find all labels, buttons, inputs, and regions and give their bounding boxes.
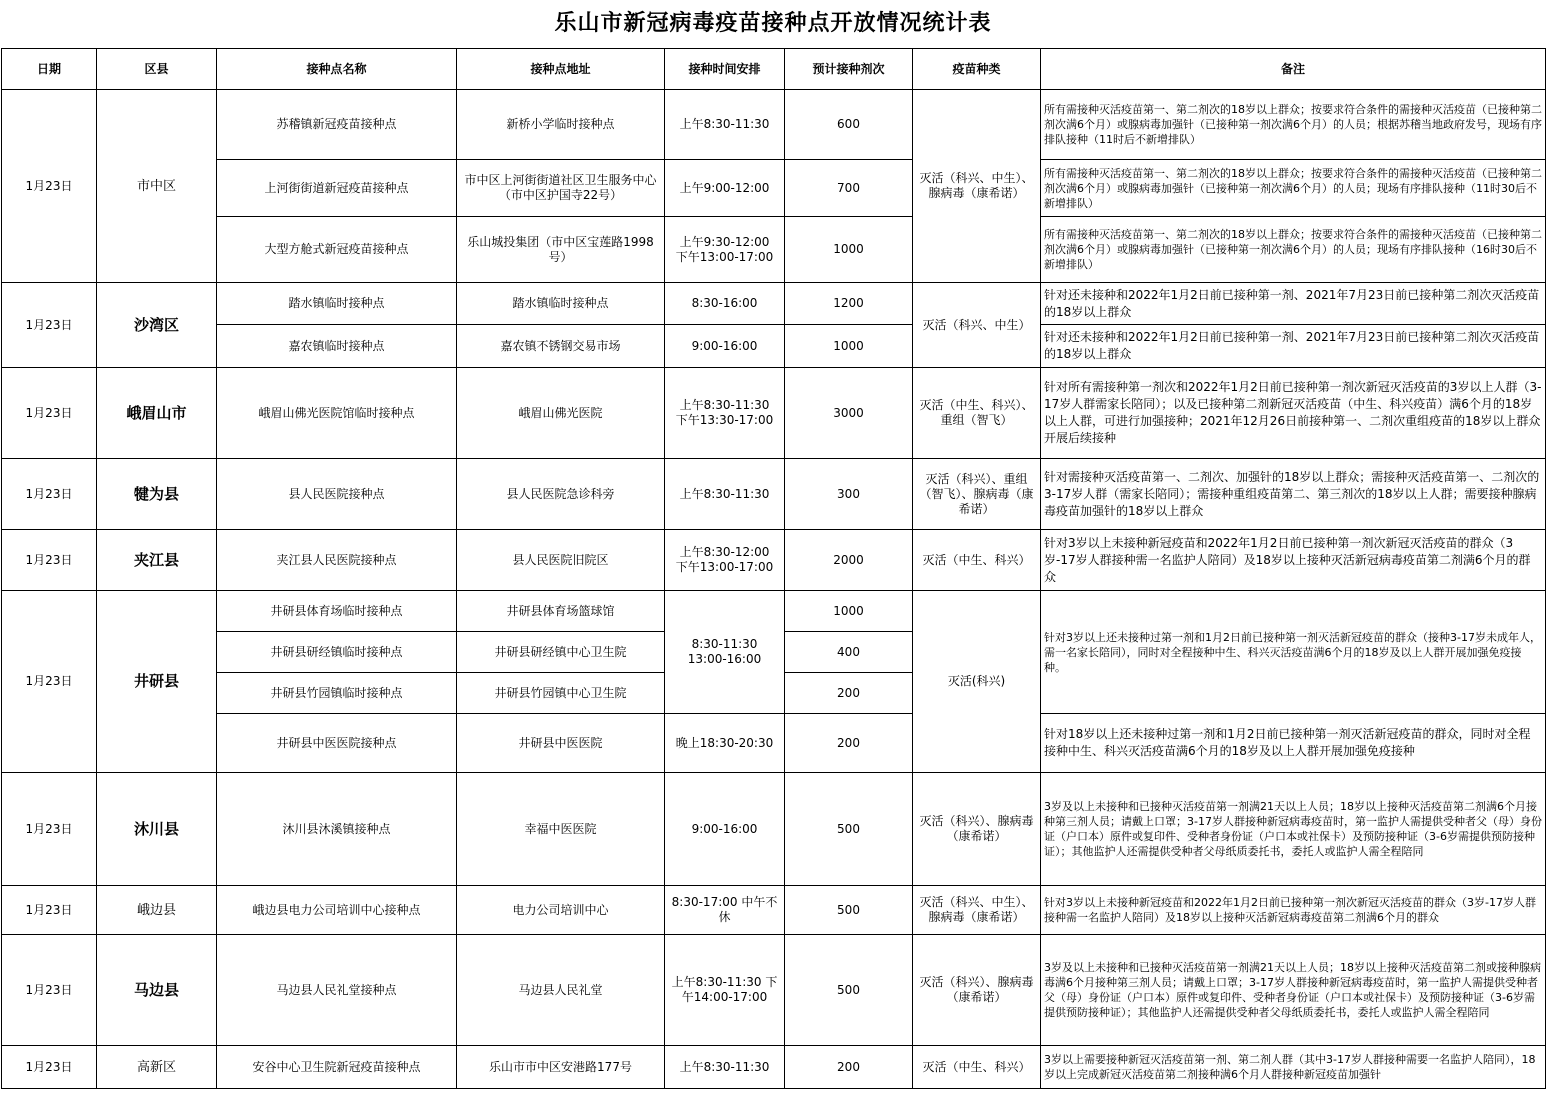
table-row xyxy=(2,773,1546,886)
doses-cell: 400 xyxy=(785,632,913,673)
doses-cell: 500 xyxy=(785,773,913,886)
header-site-address: 接种点地址 xyxy=(457,49,665,90)
site-name-cell: 井研县研经镇临时接种点 xyxy=(217,632,457,673)
district-cell: 高新区 xyxy=(97,1046,217,1089)
vaccine-type-cell: 灭活（中生、科兴） xyxy=(913,1046,1041,1089)
note-cell: 针对需接种灭活疫苗第一、二剂次、加强针的18岁以上群众；需接种灭活疫苗第一、二剂次的3-17岁人群（需家长陪同）；需接种重组疫苗第二、第三剂次的18岁以上人群；需要接种腺病毒疫苗加强针的18岁以上群众 xyxy=(1041,459,1546,530)
vaccine-type-cell: 灭活（中生、科兴） xyxy=(913,530,1041,591)
date-cell: 1月23日 xyxy=(2,773,97,886)
doses-cell: 700 xyxy=(785,160,913,217)
table-row xyxy=(2,1046,1546,1089)
schedule-cell: 上午8:30-11:30 xyxy=(665,459,785,530)
doses-cell: 2000 xyxy=(785,530,913,591)
site-address-cell: 市中区上河街街道社区卫生服务中心（市中区护国寺22号） xyxy=(457,160,665,217)
district-cell: 峨边县 xyxy=(97,886,217,935)
table-row xyxy=(2,459,1546,530)
doses-cell: 1000 xyxy=(785,325,913,368)
note-cell: 针对3岁以上未接种新冠疫苗和2022年1月2日前已接种第一剂次新冠灭活疫苗的群众（3岁-17岁人群接种需一名监护人陪同）及18岁以上接种灭活新冠病毒疫苗第二剂满6个月的群众 xyxy=(1041,530,1546,591)
table-row xyxy=(2,283,1546,325)
note-cell: 针对3岁以上还未接种过第一剂和1月2日前已接种第一剂灭活新冠疫苗的群众（接种3-17岁未成年人，需一名家长陪同），同时对全程接种中生、科兴灭活疫苗满6个月的18岁及以上人群开展加强免疫接种。 xyxy=(1041,591,1546,714)
doses-cell: 300 xyxy=(785,459,913,530)
schedule-cell: 8:30-16:00 xyxy=(665,283,785,325)
district-cell: 市中区 xyxy=(97,90,217,283)
district-cell: 峨眉山市 xyxy=(97,368,217,459)
vaccine-type-cell: 灭活（科兴、中生）、腺病毒（康希诺） xyxy=(913,90,1041,283)
vaccine-type-cell: 灭活（科兴、中生）、腺病毒（康希诺） xyxy=(913,886,1041,935)
header-schedule: 接种时间安排 xyxy=(665,49,785,90)
doses-cell: 200 xyxy=(785,673,913,714)
date-cell: 1月23日 xyxy=(2,886,97,935)
note-cell: 针对还未接种和2022年1月2日前已接种第一剂、2021年7月23日前已接种第二剂次灭活疫苗的18岁以上群众 xyxy=(1041,283,1546,325)
header-doses: 预计接种剂次 xyxy=(785,49,913,90)
table-row xyxy=(2,217,1546,283)
site-name-cell: 井研县中医医院接种点 xyxy=(217,714,457,773)
site-address-cell: 井研县中医医院 xyxy=(457,714,665,773)
doses-cell: 3000 xyxy=(785,368,913,459)
note-cell: 所有需接种灭活疫苗第一、第二剂次的18岁以上群众；按要求符合条件的需接种灭活疫苗（已接种第二剂次满6个月）或腺病毒加强针（已接种第一剂次满6个月）的人员；现场有序排队接种（11时30后不新增排队） xyxy=(1041,160,1546,217)
schedule-cell: 上午8:30-12:00 下午13:00-17:00 xyxy=(665,530,785,591)
site-name-cell: 嘉农镇临时接种点 xyxy=(217,325,457,368)
schedule-cell: 8:30-11:30 13:00-16:00 xyxy=(665,591,785,714)
vaccine-type-cell: 灭活（中生、科兴）、重组（智飞） xyxy=(913,368,1041,459)
table-row xyxy=(2,714,1546,773)
note-cell: 3岁及以上未接种和已接种灭活疫苗第一剂满21天以上人员；18岁以上接种灭活疫苗第二剂或接种腺病毒满6个月接种第三剂人员；请戴上口罩；3-17岁人群接种新冠病毒疫苗时，第一监护人需提供受种者父（母）身份证（户口本）原件或复印件、受种者身份证（户口本或社保卡）及预防接种证（3-6岁需提供预防接种证）；其他监护人还需提供受种者父母纸质委托书，委托人或监护人需全程陪同 xyxy=(1041,935,1546,1046)
site-address-cell: 乐山市市中区安港路177号 xyxy=(457,1046,665,1089)
schedule-cell: 上午8:30-11:30 下午14:00-17:00 xyxy=(665,935,785,1046)
table-row xyxy=(2,935,1546,1046)
table-row xyxy=(2,886,1546,935)
note-cell: 针对还未接种和2022年1月2日前已接种第一剂、2021年7月23日前已接种第二剂次灭活疫苗的18岁以上群众 xyxy=(1041,325,1546,368)
schedule-cell: 9:00-16:00 xyxy=(665,325,785,368)
site-name-cell: 大型方舱式新冠疫苗接种点 xyxy=(217,217,457,283)
vaccine-type-cell: 灭活（科兴、中生） xyxy=(913,283,1041,368)
schedule-cell: 上午9:00-12:00 xyxy=(665,160,785,217)
table-row xyxy=(2,90,1546,160)
site-name-cell: 县人民医院接种点 xyxy=(217,459,457,530)
date-cell: 1月23日 xyxy=(2,935,97,1046)
vaccine-type-cell: 灭活(科兴) xyxy=(913,591,1041,773)
table-row xyxy=(2,530,1546,591)
site-address-cell: 县人民医院旧院区 xyxy=(457,530,665,591)
date-cell: 1月23日 xyxy=(2,591,97,773)
note-cell: 3岁以上需要接种新冠灭活疫苗第一剂、第二剂人群（其中3-17岁人群接种需要一名监护人陪同），18岁以上完成新冠灭活疫苗第二剂接种满6个月人群接种新冠疫苗加强针 xyxy=(1041,1046,1546,1089)
header-vaccine-type: 疫苗种类 xyxy=(913,49,1041,90)
site-name-cell: 马边县人民礼堂接种点 xyxy=(217,935,457,1046)
note-cell: 3岁及以上未接种和已接种灭活疫苗第一剂满21天以上人员；18岁以上接种灭活疫苗第二剂满6个月接种第三剂人员；请戴上口罩；3-17岁人群接种新冠病毒疫苗时，第一监护人需提供受种者父（母）身份证（户口本）原件或复印件、受种者身份证（户口本或社保卡）及预防接种证（3-6岁需提供预防接种证）；其他监护人还需提供受种者父母纸质委托书，委托人或监护人需全程陪同 xyxy=(1041,773,1546,886)
site-address-cell: 井研县体育场篮球馆 xyxy=(457,591,665,632)
date-cell: 1月23日 xyxy=(2,530,97,591)
site-address-cell: 马边县人民礼堂 xyxy=(457,935,665,1046)
table-row xyxy=(2,325,1546,368)
site-name-cell: 苏稽镇新冠疫苗接种点 xyxy=(217,90,457,160)
vaccine-type-cell: 灭活（科兴）、腺病毒（康希诺） xyxy=(913,935,1041,1046)
date-cell: 1月23日 xyxy=(2,368,97,459)
site-address-cell: 县人民医院急诊科旁 xyxy=(457,459,665,530)
doses-cell: 500 xyxy=(785,935,913,1046)
date-cell: 1月23日 xyxy=(2,459,97,530)
schedule-cell: 上午8:30-11:30 xyxy=(665,1046,785,1089)
site-name-cell: 上河街街道新冠疫苗接种点 xyxy=(217,160,457,217)
site-address-cell: 幸福中医医院 xyxy=(457,773,665,886)
vaccine-type-cell: 灭活（科兴）、重组（智飞）、腺病毒（康希诺） xyxy=(913,459,1041,530)
note-cell: 所有需接种灭活疫苗第一、第二剂次的18岁以上群众；按要求符合条件的需接种灭活疫苗（已接种第二剂次满6个月）或腺病毒加强针（已接种第一剂次满6个月）的人员；根据苏稽当地政府发号，现场有序排队接种（11时后不新增排队） xyxy=(1041,90,1546,160)
table-row xyxy=(2,160,1546,217)
site-name-cell: 夹江县人民医院接种点 xyxy=(217,530,457,591)
page-title: 乐山市新冠病毒疫苗接种点开放情况统计表 xyxy=(554,10,992,36)
date-cell: 1月23日 xyxy=(2,1046,97,1089)
site-name-cell: 井研县体育场临时接种点 xyxy=(217,591,457,632)
site-address-cell: 乐山城投集团（市中区宝莲路1998号） xyxy=(457,217,665,283)
table-row xyxy=(2,591,1546,632)
header-date: 日期 xyxy=(2,49,97,90)
doses-cell: 600 xyxy=(785,90,913,160)
vaccine-type-cell: 灭活（科兴）、腺病毒（康希诺） xyxy=(913,773,1041,886)
site-address-cell: 新桥小学临时接种点 xyxy=(457,90,665,160)
district-cell: 夹江县 xyxy=(97,530,217,591)
site-address-cell: 踏水镇临时接种点 xyxy=(457,283,665,325)
site-name-cell: 井研县竹园镇临时接种点 xyxy=(217,673,457,714)
note-cell: 针对所有需接种第一剂次和2022年1月2日前已接种第一剂次新冠灭活疫苗的3岁以上人群（3-17岁人群需家长陪同）；以及已接种第二剂新冠灭活疫苗（中生、科兴疫苗）满6个月的18岁以上人群，可进行加强接种；2021年12月26日前接种第一、二剂次重组疫苗的18岁以上群众开展后续接种 xyxy=(1041,368,1546,459)
site-address-cell: 井研县研经镇中心卫生院 xyxy=(457,632,665,673)
vaccination-sites-table xyxy=(1,48,1546,1089)
header-district: 区县 xyxy=(97,49,217,90)
schedule-cell: 上午9:30-12:00 下午13:00-17:00 xyxy=(665,217,785,283)
site-name-cell: 峨边县电力公司培训中心接种点 xyxy=(217,886,457,935)
site-name-cell: 沐川县沐溪镇接种点 xyxy=(217,773,457,886)
schedule-cell: 9:00-16:00 xyxy=(665,773,785,886)
district-cell: 沐川县 xyxy=(97,773,217,886)
site-name-cell: 峨眉山佛光医院馆临时接种点 xyxy=(217,368,457,459)
schedule-cell: 8:30-17:00 中午不休 xyxy=(665,886,785,935)
note-cell: 所有需接种灭活疫苗第一、第二剂次的18岁以上群众；按要求符合条件的需接种灭活疫苗（已接种第二剂次满6个月）或腺病毒加强针（已接种第一剂次满6个月）的人员；现场有序排队接种（16时30后不新增排队） xyxy=(1041,217,1546,283)
district-cell: 马边县 xyxy=(97,935,217,1046)
site-name-cell: 踏水镇临时接种点 xyxy=(217,283,457,325)
site-address-cell: 井研县竹园镇中心卫生院 xyxy=(457,673,665,714)
note-cell: 针对3岁以上未接种新冠疫苗和2022年1月2日前已接种第一剂次新冠灭活疫苗的群众（3岁-17岁人群接种需一名监护人陪同）及18岁以上接种灭活新冠病毒疫苗第二剂满6个月的群众 xyxy=(1041,886,1546,935)
header-row xyxy=(2,49,1546,90)
district-cell: 犍为县 xyxy=(97,459,217,530)
doses-cell: 1200 xyxy=(785,283,913,325)
doses-cell: 1000 xyxy=(785,591,913,632)
doses-cell: 200 xyxy=(785,1046,913,1089)
date-cell: 1月23日 xyxy=(2,90,97,283)
header-notes: 备注 xyxy=(1041,49,1546,90)
site-address-cell: 嘉农镇不锈钢交易市场 xyxy=(457,325,665,368)
doses-cell: 200 xyxy=(785,714,913,773)
note-cell: 针对18岁以上还未接种过第一剂和1月2日前已接种第一剂灭活新冠疫苗的群众，同时对全程接种中生、科兴灭活疫苗满6个月的18岁及以上人群开展加强免疫接种 xyxy=(1041,714,1546,773)
site-address-cell: 电力公司培训中心 xyxy=(457,886,665,935)
date-cell: 1月23日 xyxy=(2,283,97,368)
site-address-cell: 峨眉山佛光医院 xyxy=(457,368,665,459)
schedule-cell: 晚上18:30-20:30 xyxy=(665,714,785,773)
site-name-cell: 安谷中心卫生院新冠疫苗接种点 xyxy=(217,1046,457,1089)
table-row xyxy=(2,368,1546,459)
schedule-cell: 上午8:30-11:30 xyxy=(665,90,785,160)
schedule-cell: 上午8:30-11:30 下午13:30-17:00 xyxy=(665,368,785,459)
district-cell: 沙湾区 xyxy=(97,283,217,368)
doses-cell: 500 xyxy=(785,886,913,935)
doses-cell: 1000 xyxy=(785,217,913,283)
header-site-name: 接种点名称 xyxy=(217,49,457,90)
district-cell: 井研县 xyxy=(97,591,217,773)
